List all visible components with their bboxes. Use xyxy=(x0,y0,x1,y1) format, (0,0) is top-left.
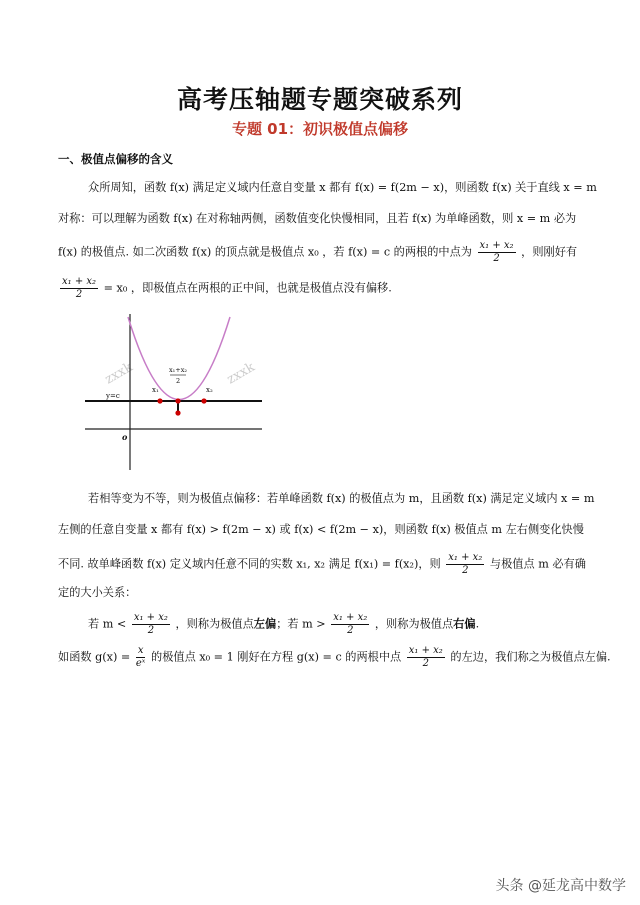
fraction-numerator: x₁ + x₂ xyxy=(333,612,368,623)
para1-line4 xyxy=(58,276,392,301)
para3-text-b: ，则称为极值点 xyxy=(175,617,254,631)
fraction-denominator: 2 xyxy=(347,625,354,636)
point-x1 xyxy=(157,398,162,403)
point-vertex xyxy=(175,410,180,415)
fraction-numerator: x₁ + x₂ xyxy=(448,552,483,563)
para1-line3-text: f(x) 的极值点. 如二次函数 f(x) 的顶点就是极值点 x₀ ，若 f(x) = c 的两根的中点为 xyxy=(58,245,472,259)
fraction-numerator: x₁ + x₂ xyxy=(479,240,514,251)
g-fraction xyxy=(136,645,146,670)
point-x2 xyxy=(201,398,206,403)
section-heading: 一、极值点偏移的含义 xyxy=(58,152,173,166)
para3-text-c: ；若 m > xyxy=(276,617,326,631)
fraction-denominator: 2 xyxy=(493,253,500,264)
label-x2: x₂ xyxy=(206,386,213,394)
label-midpoint-numerator: x₁+x₂ xyxy=(169,366,187,374)
fraction-denominator: 2 xyxy=(462,565,469,576)
fraction-numerator: x₁ + x₂ xyxy=(133,612,168,623)
parabola-curve xyxy=(128,317,230,400)
para4-text-b: 的极值点 x₀ = 1 刚好在方程 g(x) = c 的两根中点 xyxy=(151,650,402,664)
para1-line2: 对称：可以理解为函数 f(x) 在对称轴两侧，函数值变化快慢相同，且若 f(x) 为单峰函数，则 x = m 必为 xyxy=(58,212,577,225)
para3-text-a: 若 m < xyxy=(88,617,127,631)
fraction-denominator: eˣ xyxy=(135,658,146,669)
para1-line3-tail: ，则刚好有 xyxy=(521,245,578,259)
fraction-numerator: x xyxy=(137,645,144,656)
midpoint-fraction xyxy=(60,276,98,301)
midpoint-fraction xyxy=(132,612,170,637)
midpoint-fraction xyxy=(331,612,369,637)
para2-line3-text: 不同. 故单峰函数 f(x) 定义域内任意不同的实数 x₁, x₂ 满足 f(x₁) = f(x₂)，则 xyxy=(58,557,441,571)
fraction-denominator: 2 xyxy=(75,289,83,300)
fraction-numerator: x₁ + x₂ xyxy=(408,645,443,656)
para4-line xyxy=(58,645,611,670)
document-subtitle: 专题 01：初识极值点偏移 xyxy=(231,120,409,138)
para3-text-d: ，则称为极值点 xyxy=(374,617,454,631)
fraction-numerator: x₁ + x₂ xyxy=(62,276,97,287)
left-bias-term: 左偏 xyxy=(253,616,277,631)
midpoint-fraction xyxy=(478,240,516,265)
para3-text-e: . xyxy=(475,617,480,631)
para1-line1: 众所周知，函数 f(x) 满足定义域内任意自变量 x 都有 f(x) = f(2m − x)，则函数 f(x) 关于直线 x = m xyxy=(88,181,597,194)
midpoint-fraction xyxy=(446,552,484,577)
para2-line4: 定的大小关系： xyxy=(58,586,137,599)
fraction-denominator: 2 xyxy=(422,658,429,669)
point-midpoint xyxy=(175,398,180,403)
figure-watermark-right: zxxk xyxy=(224,359,258,388)
label-origin: o xyxy=(122,432,128,442)
label-x1: x₁ xyxy=(152,386,159,394)
document-title: 高考压轴题专题突破系列 xyxy=(176,85,463,114)
para1-line3 xyxy=(58,240,577,265)
figure-watermark-left: zxxk xyxy=(102,359,136,388)
midpoint-fraction xyxy=(407,645,445,670)
para2-line3-tail: 与极值点 m 必有确 xyxy=(489,557,586,571)
footer-watermark: 头条 @延龙高中数学 xyxy=(495,878,626,894)
para2-line1: 若相等变为不等，则为极值点偏移：若单峰函数 f(x) 的极值点为 m，且函数 f(x) 满足定义域内 x = m xyxy=(88,492,595,505)
para1-line4-text: = x₀ ，即极值点在两根的正中间，也就是极值点没有偏移. xyxy=(103,281,392,295)
right-bias-term: 右偏 xyxy=(453,616,476,631)
para2-line3 xyxy=(58,552,586,577)
parabola-figure xyxy=(80,312,265,472)
label-y-equals-c: y=c xyxy=(106,392,120,400)
label-midpoint-denominator: 2 xyxy=(176,377,181,385)
para4-text-a: 如函数 g(x) = xyxy=(58,650,131,664)
para3-line xyxy=(88,612,479,637)
para4-text-c: 的左边，我们称之为极值点左偏. xyxy=(450,650,611,664)
fraction-denominator: 2 xyxy=(147,625,155,636)
para2-line2: 左侧的任意自变量 x 都有 f(x) > f(2m − x) 或 f(x) < f(2m − x)，则函数 f(x) 极值点 m 左右侧变化快慢 xyxy=(58,523,584,536)
